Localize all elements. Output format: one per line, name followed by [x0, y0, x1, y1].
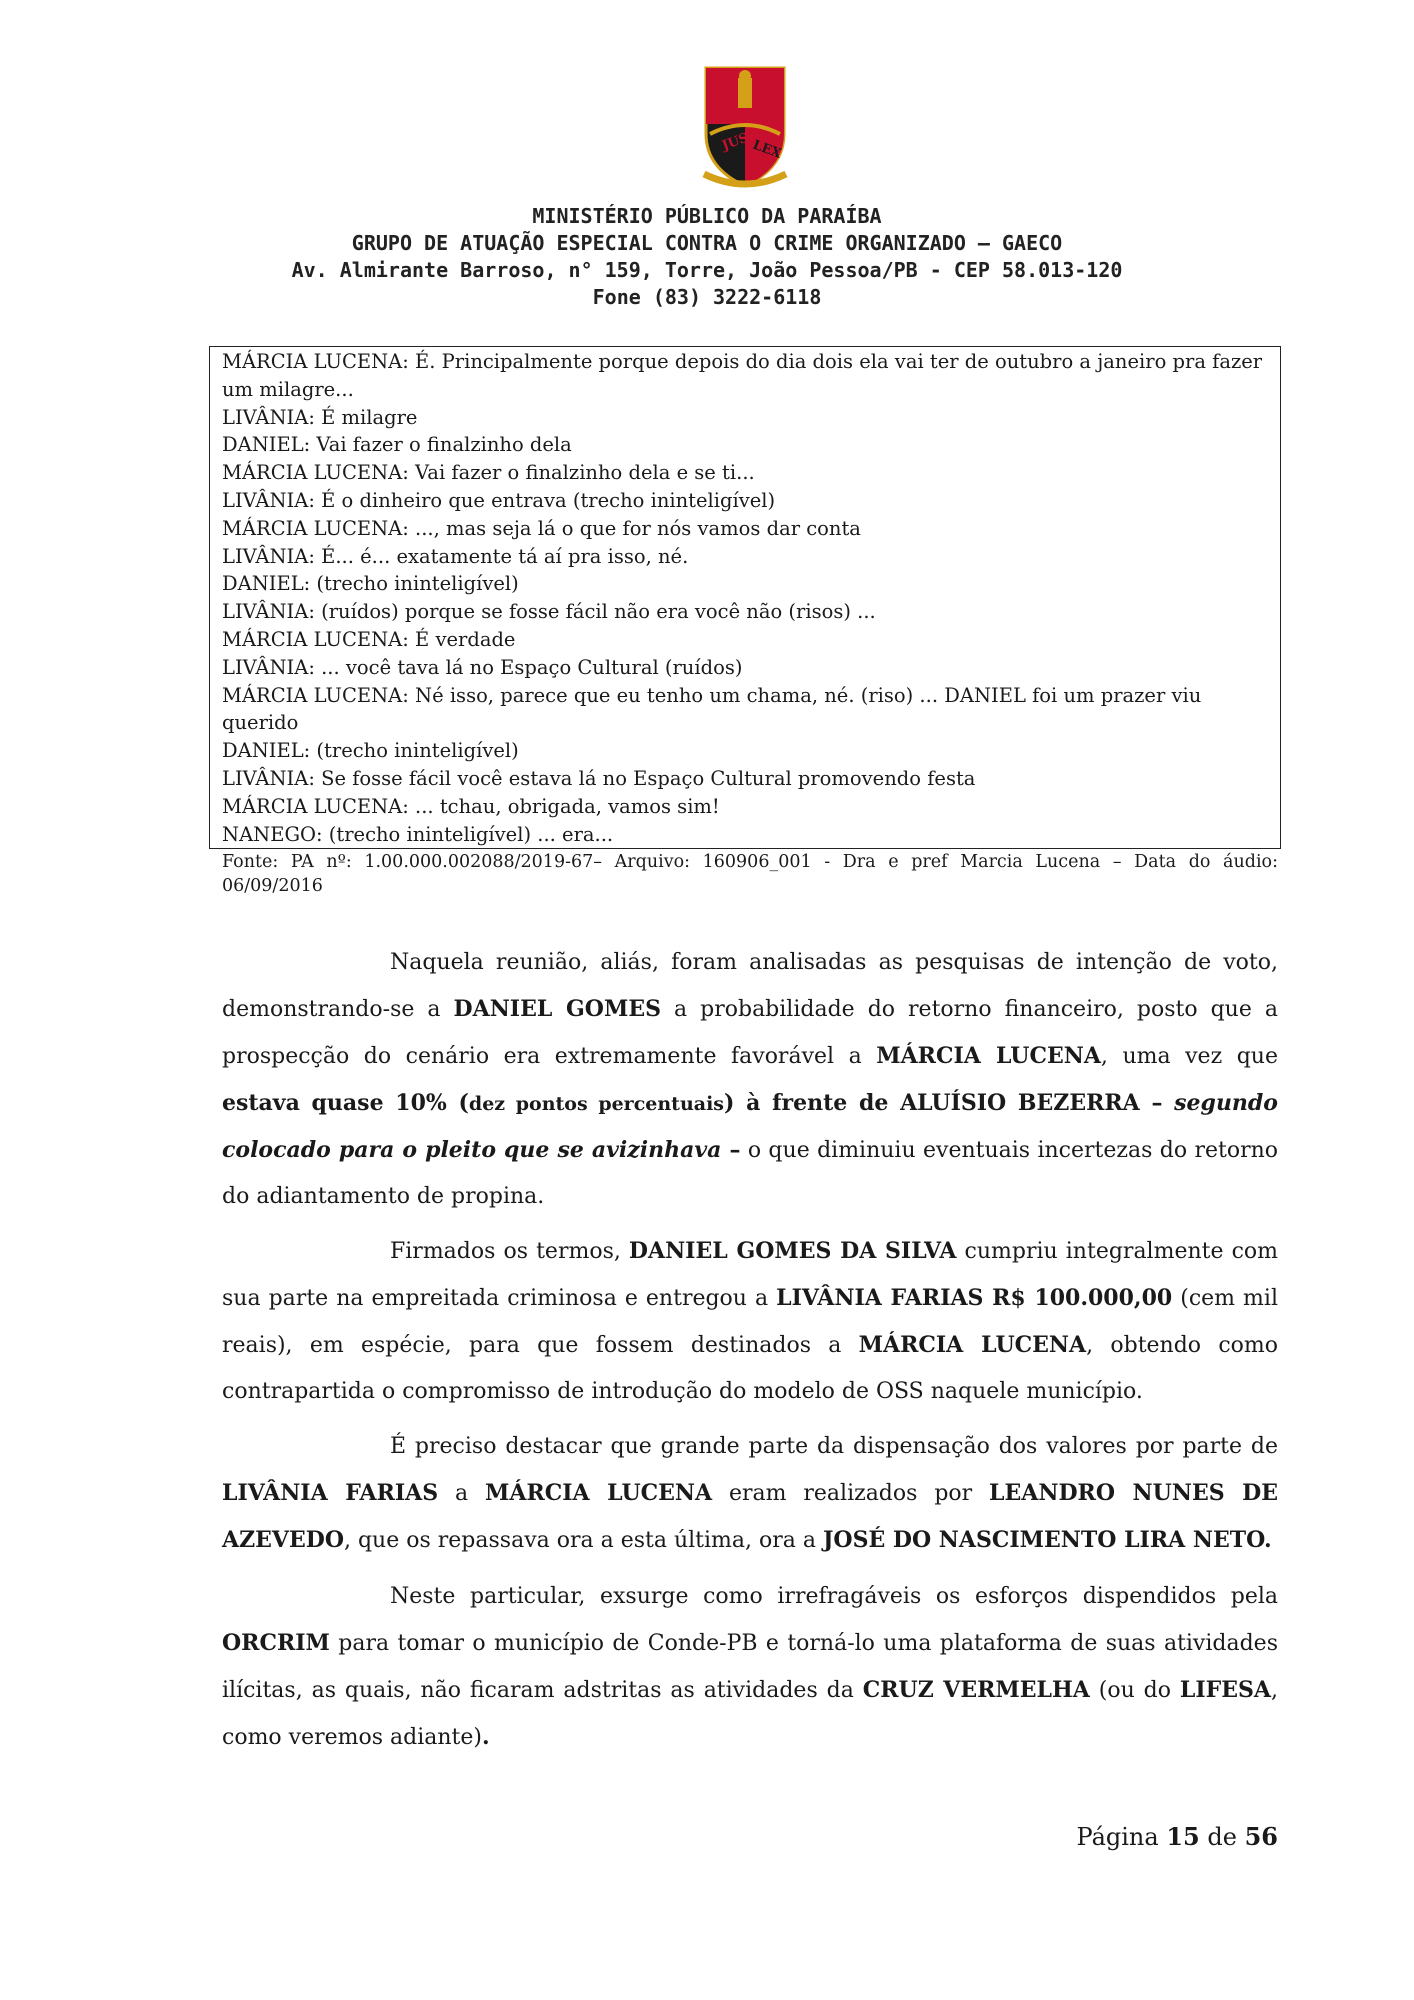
p1-text-e: , uma vez que: [1100, 1044, 1278, 1069]
transcript-line: LIVÂNIA: Se fosse fácil você estava lá no Espaço Cultural promovendo festa: [222, 766, 976, 790]
page-label: Página: [1076, 1823, 1159, 1851]
p3-text-a: É preciso destacar que grande parte da dispensação dos valores por parte de: [390, 1434, 1278, 1459]
transcript-line: LIVÂNIA: É milagre: [222, 405, 418, 429]
p2-text-a: Firmados os termos,: [390, 1239, 629, 1264]
transcript-box: [209, 346, 1281, 849]
p4-orcrim: ORCRIM: [222, 1630, 330, 1656]
transcript-line: LIVÂNIA: É... é... exatamente tá aí pra isso, né.: [222, 544, 689, 568]
p3-text-e: eram realizados por: [712, 1481, 990, 1506]
p3-name-leandro: LEANDRO NUNES DE AZEVEDO: [222, 1480, 1278, 1553]
p2-text-e: (cem mil reais), em espécie, para que fossem destinados a: [222, 1286, 1278, 1358]
p3-text-c: a: [438, 1481, 486, 1506]
p1-name-marcia: MÁRCIA LUCENA: [876, 1043, 1101, 1069]
crest-word-lex: LEX: [750, 137, 784, 162]
p4-final-period: .: [482, 1724, 490, 1750]
page-number: [1077, 1822, 1279, 1851]
mp-crest-logo: [700, 64, 790, 192]
p3-text-g: , que os repassava ora a esta última, ora a: [343, 1528, 823, 1553]
p3-name-jose: JOSÉ DO NASCIMENTO LIRA NETO.: [823, 1527, 1272, 1553]
transcript-line: MÁRCIA LUCENA: ..., mas seja lá o que for nós vamos dar conta: [222, 516, 861, 540]
transcript-line: DANIEL: Vai fazer o finalzinho dela: [222, 433, 572, 457]
header-institution-name: MINISTÉRIO PÚBLICO DA PARAÍBA: [532, 204, 882, 228]
body-paragraph-1: [222, 940, 1278, 1220]
transcript-line: MÁRCIA LUCENA: Né isso, parece que eu tenho um chama, né. (riso) ... DANIEL foi um prazer viu querido: [222, 683, 1202, 735]
p1-text-c: a probabilidade do retorno financeiro, posto que a prospecção do cenário era extremamente favorável a: [222, 997, 1279, 1069]
header-address: Av. Almirante Barroso, n° 159, Torre, João Pessoa/PB - CEP 58.013-120: [291, 258, 1123, 282]
body-paragraph-4: [222, 1574, 1278, 1761]
page-current: 15: [1166, 1822, 1200, 1851]
p3-name-marcia: MÁRCIA LUCENA: [485, 1480, 713, 1506]
p4-text-a: Neste particular, exsurge como irrefragáveis os esforços dispendidos pela: [390, 1584, 1278, 1609]
transcript-line: LIVÂNIA: (ruídos) porque se fosse fácil não era você não (risos) ...: [222, 600, 876, 624]
transcript-line: LIVÂNIA: ... você tava lá no Espaço Cultural (ruídos): [222, 655, 743, 679]
p1-text-a: Naquela reunião, aliás, foram analisadas as pesquisas de intenção de voto, demonstrando-se a: [222, 950, 1278, 1022]
transcript-line: MÁRCIA LUCENA: É verdade: [222, 627, 516, 651]
body-paragraph-2: [222, 1228, 1278, 1415]
transcript-line: MÁRCIA LUCENA: Vai fazer o finalzinho dela e se ti...: [222, 461, 755, 485]
transcript-line: MÁRCIA LUCENA: ... tchau, obrigada, vamos sim!: [222, 794, 720, 818]
header-phone: Fone (83) 3222-6118: [592, 285, 822, 309]
header-group-name: GRUPO DE ATUAÇÃO ESPECIAL CONTRA O CRIME ORGANIZADO – GAECO: [351, 231, 1063, 255]
p4-text-e: (ou do: [1089, 1678, 1180, 1703]
p1-bold-g: dez pontos percentuais: [468, 1093, 724, 1115]
body-paragraph-3: [222, 1424, 1278, 1564]
transcript-line: LIVÂNIA: É o dinheiro que entrava (trecho ininteligível): [222, 488, 776, 512]
p4-cruz-vermelha: CRUZ VERMELHA: [862, 1677, 1090, 1703]
p2-name-marcia: MÁRCIA LUCENA: [858, 1332, 1087, 1358]
p1-text-k: o que diminuiu eventuais incertezas do retorno do adiantamento de propina.: [222, 1138, 1279, 1209]
p4-text-c: para tomar o município de Conde-PB e torná-lo uma plataforma de suas atividades ilícitas, as quais, não ficaram adstritas as atividades da: [222, 1631, 1278, 1703]
transcript-line: NANEGO: (trecho ininteligível) ... era...: [222, 822, 614, 846]
p1-bold-italic-i: segundo colocado para o pleito que se avizinhava: [222, 1090, 1278, 1163]
p1-bold-h: ) à frente de ALUÍSIO BEZERRA –: [723, 1090, 1175, 1116]
p2-livania-amount: LIVÂNIA FARIAS R$ 100.000,00: [776, 1285, 1173, 1311]
p4-text-g: , como veremos adiante): [222, 1678, 1278, 1750]
page-total: 56: [1244, 1822, 1278, 1851]
p3-name-livania: LIVÂNIA FARIAS: [222, 1480, 439, 1506]
p4-lifesa: LIFESA: [1179, 1677, 1271, 1703]
p1-bold-f: estava quase 10% (: [222, 1090, 469, 1116]
page-sep: de: [1207, 1823, 1237, 1851]
p1-bold-j: –: [721, 1137, 741, 1163]
transcript-line: DANIEL: (trecho ininteligível): [222, 572, 519, 596]
transcript-source-note: Fonte: PA nº: 1.00.000.002088/2019-67– Arquivo: 160906_001 - Dra e pref Marcia Lucena – Data do áudio: 06/09/2016: [222, 852, 1278, 896]
p2-name-daniel: DANIEL GOMES DA SILVA: [628, 1238, 957, 1264]
crest-word-jus: JUS: [720, 130, 751, 154]
transcript-line: DANIEL: (trecho ininteligível): [222, 739, 519, 763]
p2-text-g: , obtendo como contrapartida o compromisso de introdução do modelo de OSS naquele município.: [222, 1333, 1278, 1404]
p2-text-c: cumpriu integralmente com sua parte na empreitada criminosa e entregou a: [222, 1239, 1278, 1311]
transcript-line: MÁRCIA LUCENA: É. Principalmente porque depois do dia dois ela vai ter de outubro a janeiro pra fazer um milagre...: [222, 350, 1263, 401]
p1-name-daniel: DANIEL GOMES: [453, 996, 661, 1022]
